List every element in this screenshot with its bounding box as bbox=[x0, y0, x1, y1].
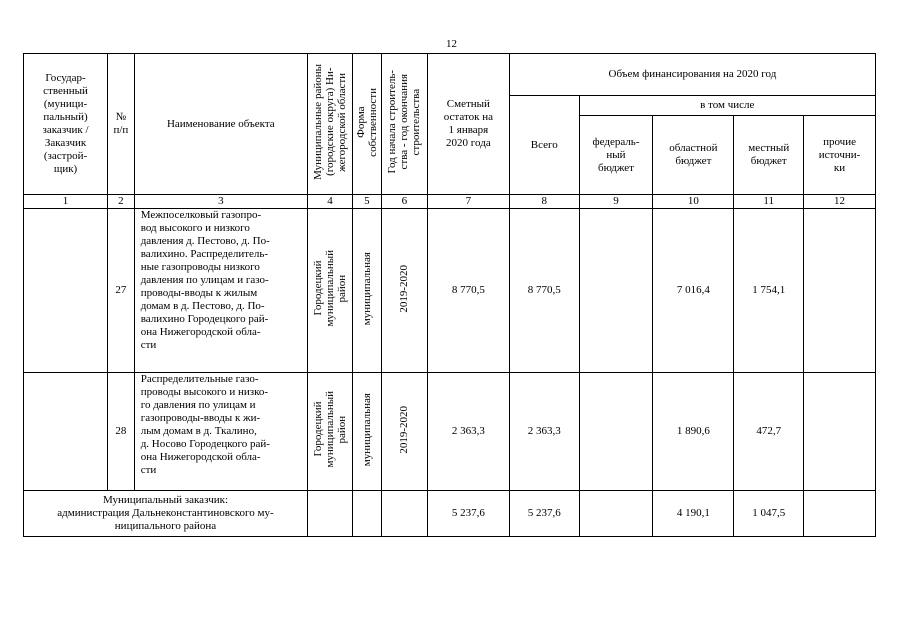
subtotal-other bbox=[804, 491, 876, 537]
column-number: 7 bbox=[427, 195, 509, 209]
column-number: 11 bbox=[734, 195, 804, 209]
financing-table bbox=[23, 53, 876, 537]
header-total: Всего bbox=[509, 96, 579, 195]
cell-district bbox=[307, 209, 352, 373]
table-row bbox=[24, 209, 876, 373]
cell-district-text: Городецкий муниципальный район bbox=[312, 391, 348, 468]
cell-years-text: 2019-2020 bbox=[398, 405, 411, 454]
cell-district-text: Городецкий муниципальный район bbox=[312, 250, 348, 327]
header-ownership-text: Форма собственности bbox=[354, 87, 379, 157]
cell-object: Распределительные газо- проводы высокого и низко- го давления по улицам и газопроводы-вводы к жи- лым домам в д. Ткалино, д. Носово Городецкого рай- она Нижегородской обла- сти bbox=[134, 373, 307, 491]
cell-customer bbox=[24, 373, 108, 491]
column-number: 3 bbox=[134, 195, 307, 209]
cell-ownership-text: муниципальная bbox=[360, 392, 373, 467]
header-years bbox=[381, 54, 427, 195]
subtotal-total: 5 237,6 bbox=[509, 491, 579, 537]
cell-balance: 8 770,5 bbox=[427, 209, 509, 373]
header-customer: Государ- ственный (муници- пальный) заказчик / Заказчик (застрой- щик) bbox=[24, 54, 108, 195]
column-number: 2 bbox=[108, 195, 135, 209]
header-local: местный бюджет bbox=[734, 116, 804, 195]
subtotal-label: Муниципальный заказчик: администрация Дальнеконстантиновского му- ниципального района bbox=[24, 491, 308, 537]
cell-num: 28 bbox=[108, 373, 135, 491]
cell-local: 472,7 bbox=[734, 373, 804, 491]
cell-federal bbox=[579, 209, 653, 373]
cell-customer bbox=[24, 209, 108, 373]
cell-object: Межпоселковый газопро- вод высокого и низкого давления д. Пестово, д. По- валихино. Распределитель- ные газопроводы низкого давления по улицам и газо- проводы-вводы к жилым домам в д. Пестово, д. По- валихино Городецкого рай- она Нижегородской обла- сти bbox=[134, 209, 307, 373]
column-number: 5 bbox=[353, 195, 382, 209]
header-ownership bbox=[353, 54, 382, 195]
cell-balance: 2 363,3 bbox=[427, 373, 509, 491]
header-federal: федераль- ный бюджет bbox=[579, 116, 653, 195]
header-object-name: Наименование объекта bbox=[134, 54, 307, 195]
subtotal-empty bbox=[353, 491, 382, 537]
column-number: 4 bbox=[307, 195, 352, 209]
cell-total: 2 363,3 bbox=[509, 373, 579, 491]
page-number: 12 bbox=[446, 38, 457, 50]
cell-num: 27 bbox=[108, 209, 135, 373]
subtotal-empty bbox=[381, 491, 427, 537]
cell-ownership-text: муниципальная bbox=[360, 251, 373, 326]
header-num: № п/п bbox=[108, 54, 135, 195]
cell-total: 8 770,5 bbox=[509, 209, 579, 373]
header-including: в том числе bbox=[579, 96, 875, 116]
cell-years-text: 2019-2020 bbox=[398, 264, 411, 313]
subtotal-empty bbox=[307, 491, 352, 537]
cell-regional: 1 890,6 bbox=[653, 373, 734, 491]
subtotal-federal bbox=[579, 491, 653, 537]
cell-other bbox=[804, 373, 876, 491]
header-estimated-balance: Сметный остаток на 1 января 2020 года bbox=[427, 54, 509, 195]
cell-regional: 7 016,4 bbox=[653, 209, 734, 373]
column-number: 1 bbox=[24, 195, 108, 209]
cell-years bbox=[381, 209, 427, 373]
header-financing: Объем финансирования на 2020 год bbox=[509, 54, 875, 96]
cell-federal bbox=[579, 373, 653, 491]
cell-years bbox=[381, 373, 427, 491]
cell-district bbox=[307, 373, 352, 491]
header-years-text: Год начала строитель- ства - год окончания строительства bbox=[386, 70, 423, 174]
header-other: прочие источни- ки bbox=[804, 116, 876, 195]
subtotal-regional: 4 190,1 bbox=[653, 491, 734, 537]
subtotal-balance: 5 237,6 bbox=[427, 491, 509, 537]
column-number: 6 bbox=[381, 195, 427, 209]
column-number: 8 bbox=[509, 195, 579, 209]
subtotal-row bbox=[24, 491, 876, 537]
header-municipal-districts-text: Муниципальные районы (городские округа) Ни- жегородской области bbox=[312, 64, 348, 180]
subtotal-local: 1 047,5 bbox=[734, 491, 804, 537]
header-regional: областной бюджет bbox=[653, 116, 734, 195]
header-row-1 bbox=[24, 54, 876, 96]
cell-local: 1 754,1 bbox=[734, 209, 804, 373]
column-number: 12 bbox=[804, 195, 876, 209]
column-number-row bbox=[24, 195, 876, 209]
column-number: 9 bbox=[579, 195, 653, 209]
cell-ownership bbox=[353, 373, 382, 491]
cell-other bbox=[804, 209, 876, 373]
cell-ownership bbox=[353, 209, 382, 373]
column-number: 10 bbox=[653, 195, 734, 209]
header-municipal-districts bbox=[307, 54, 352, 195]
table-row bbox=[24, 373, 876, 491]
